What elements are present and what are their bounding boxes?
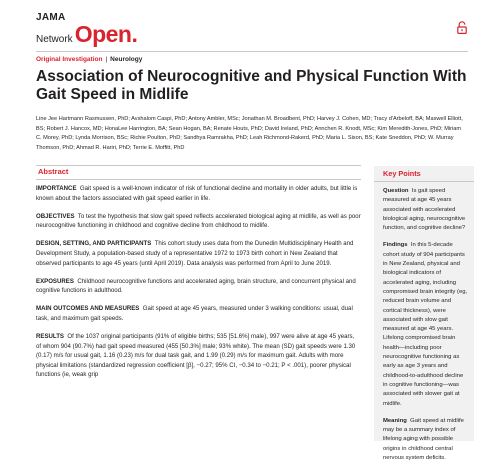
section-label: MAIN OUTCOMES AND MEASURES xyxy=(36,305,140,313)
key-point-meaning xyxy=(383,417,468,463)
abstract-heading: Abstract xyxy=(38,167,69,176)
section-text: Of the 1037 original participants (91% of eligible births; 535 [51.6%] male), 997 were alive at age 45 years, of whom 904 (90.7%) had gait speed measured (455 [50.3%] male; 93% white). The mean (SD) gait speeds were 1.30 (0.17) m/s for usual gait, 1.16 (0.23) m/s for dual task gait, and 1.99 (0.29) m/s for maximum gait. Adults with more physical limitations (standardized regression coefficient [β], −0.27; 95% CI, −0.34 to −0.21; P < .001), poorer physical functions (ie, weak grip xyxy=(36,333,356,379)
section-text: This cohort study uses data from the Dunedin Multidisciplinary Health and Development Study, a population-based study of a representative 1972 to 1973 birth cohort in New Zealand that observed participants to age 45 years (until April 2019). Data analysis was performed from April to June 2019. xyxy=(36,240,354,267)
logo-bottom-row xyxy=(36,23,137,46)
key-point-text: Is gait speed measured at age 45 years associated with accelerated biological aging, neurocognitive function, and cognitive decline? xyxy=(383,188,466,232)
kicker-separator: | xyxy=(105,56,108,63)
logo-open-text: Open xyxy=(74,21,132,47)
key-point-findings xyxy=(383,241,468,408)
key-point-label: Question xyxy=(383,188,409,194)
key-point-text: Gait speed at midlife may be a summary index of lifelong aging with possible origins in childhood central nervous system deficits. xyxy=(383,417,464,462)
article-title: Association of Neurocognitive and Physical Function With Gait Speed in Midlife xyxy=(36,68,467,103)
article-subject[interactable]: Neurology xyxy=(110,56,143,63)
journal-header xyxy=(0,0,500,50)
key-point-text: In this 5-decade cohort study of 904 participants in New Zealand, physical and biological indicators of accelerated aging, including compromised brain integrity (eg, reduced brain volume and cortical thickness), were associated with slow gait measured at age 45 years. Lifelong compromised brain health—including poor neurocognitive functioning as early as age 3 years and childhood-to-adulthood decline in cognitive functioning—was associated with slower gait at midlife. xyxy=(383,242,468,407)
abstract-section-objectives xyxy=(36,212,361,231)
article-type: Original Investigation xyxy=(36,56,103,63)
section-label: DESIGN, SETTING, AND PARTICIPANTS xyxy=(36,240,152,248)
logo-dot: . xyxy=(131,21,138,47)
jama-network-open-logo[interactable] xyxy=(36,12,137,46)
key-point-label: Meaning xyxy=(383,417,407,424)
section-text: Gait speed at age 45 years, measured under 3 walking conditions: usual, dual task, and maximum gait speeds. xyxy=(36,305,353,322)
key-points-body xyxy=(374,182,474,463)
article-kicker xyxy=(36,55,142,64)
section-text: Gait speed is a well-known indicator of risk of functional decline and mortality in older adults, but little is known about the factors associated with gait speed earlier in life. xyxy=(36,185,358,202)
section-text: Childhood neurocognitive functions and accelerated aging, brain structure, and concurrent physical and cognitive functions in adulthood. xyxy=(36,277,356,295)
section-label: OBJECTIVES xyxy=(36,212,75,220)
section-label: EXPOSURES xyxy=(36,277,74,285)
abstract-section-design xyxy=(36,239,361,268)
section-text: To test the hypothesis that slow gait speed reflects accelerated biological aging at midlife, as well as poor neurocognitive functioning in childhood and cognitive decline from childhood to midlife. xyxy=(36,212,361,230)
key-point-label: Findings xyxy=(383,242,408,249)
author-list: Line Jee Hartmann Rasmussen, PhD; Avshalom Caspi, PhD; Antony Ambler, MSc; Jonathan M. Broadbent, PhD; Harvey J. Cohen, MD; Tracy d'Arbeloff, BA; Maxwell Elliott, BS; Robert J. Hancox, MD; HonaLee Harrington, BA; Sean Hogan, BA; Renate Houts, PhD; David Ireland, PhD; Annchen R. Knodt, MSc; Kim Meredith-Jones, PhD; Miriam C. Morey, PhD; Lynda Morrison, BSc; Richie Poulton, PhD; Sandhya Ramrakha, PhD; Leah Richmond-Rakerd, PhD; Maria L. Sison, BS; Kate Sneddon, PhD; W. Murray Thomson, PhD; Ahmad R. Hariri, PhD; Terrie E. Moffitt, PhD xyxy=(36,116,463,151)
abstract-section-outcomes xyxy=(36,304,361,323)
key-points-heading: Key Points xyxy=(383,169,421,178)
abstract-body xyxy=(36,184,361,389)
key-point-question xyxy=(383,187,468,233)
logo-jama: JAMA xyxy=(36,12,66,23)
logo-network: Network xyxy=(36,34,73,45)
section-label: IMPORTANCE xyxy=(36,185,77,192)
section-label: RESULTS xyxy=(36,333,64,341)
abstract-section-results xyxy=(36,332,361,380)
abstract-section-importance xyxy=(36,184,361,203)
key-points-panel xyxy=(374,166,474,462)
abstract-heading-bar xyxy=(36,165,361,180)
abstract-section-exposures xyxy=(36,277,361,296)
padlock-open-icon[interactable] xyxy=(457,21,467,34)
header-divider xyxy=(36,51,468,52)
logo-open xyxy=(75,23,138,45)
